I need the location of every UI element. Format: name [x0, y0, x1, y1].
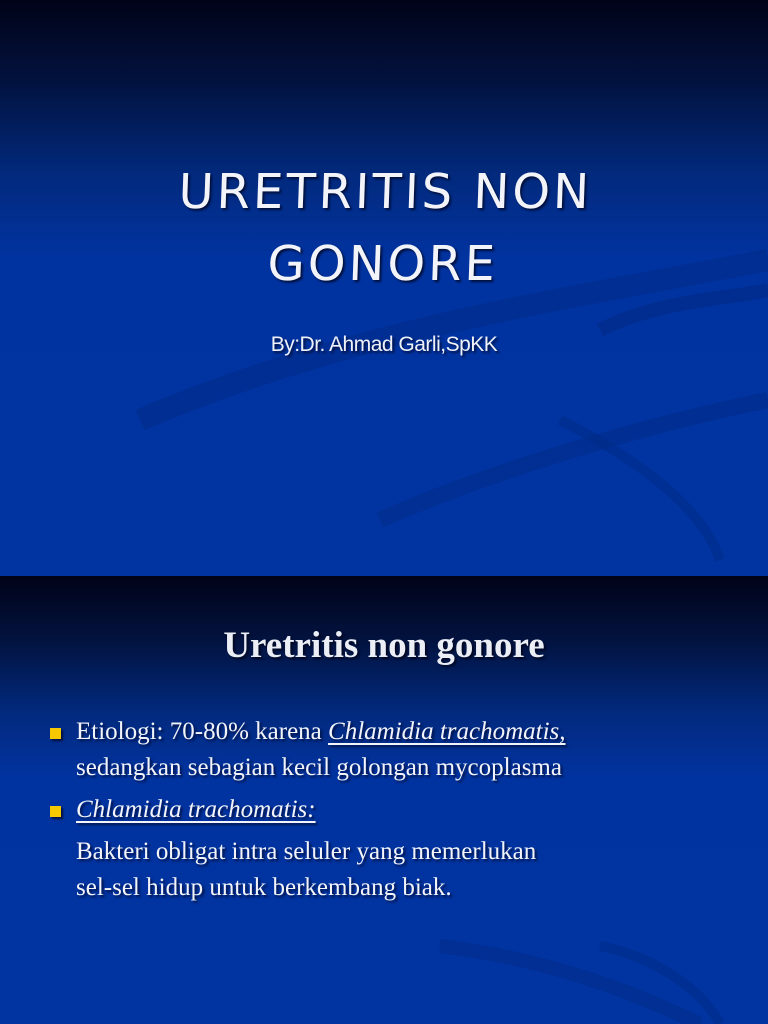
- bullet-item-chlamidia: [48, 792, 748, 828]
- slide-1-heading: [0, 156, 768, 300]
- slide-2-body: [48, 714, 748, 906]
- square-bullet-icon: [50, 806, 61, 817]
- bullet-text-continuation: sedangkan sebagian kecil golongan mycoplasma: [76, 754, 562, 781]
- bullet-text-emphasis: Chlamidia trachomatis:: [76, 796, 316, 823]
- slide-1-author: By:Dr. Ahmad Garli,SpKK: [270, 333, 498, 356]
- bullet-text-prefix: Etiologi: 70-80% karena: [76, 718, 329, 745]
- slide-1-heading-line-1: URETRITIS NON: [177, 164, 593, 220]
- slide-1-heading-line-2: GONORE: [266, 236, 499, 292]
- description-line-1: Bakteri obligat intra seluler yang memerlukan: [76, 838, 537, 865]
- slide-2-content: [0, 576, 768, 1024]
- chlamidia-description: [48, 834, 748, 906]
- square-bullet-icon: [50, 728, 61, 739]
- bullet-text-emphasis: Chlamidia trachomatis,: [328, 718, 566, 745]
- slide-2-heading: Uretritis non gonore: [223, 625, 545, 666]
- description-line-2: sel-sel hidup untuk berkembang biak.: [76, 874, 452, 901]
- bullet-item-etiologi: [48, 714, 748, 786]
